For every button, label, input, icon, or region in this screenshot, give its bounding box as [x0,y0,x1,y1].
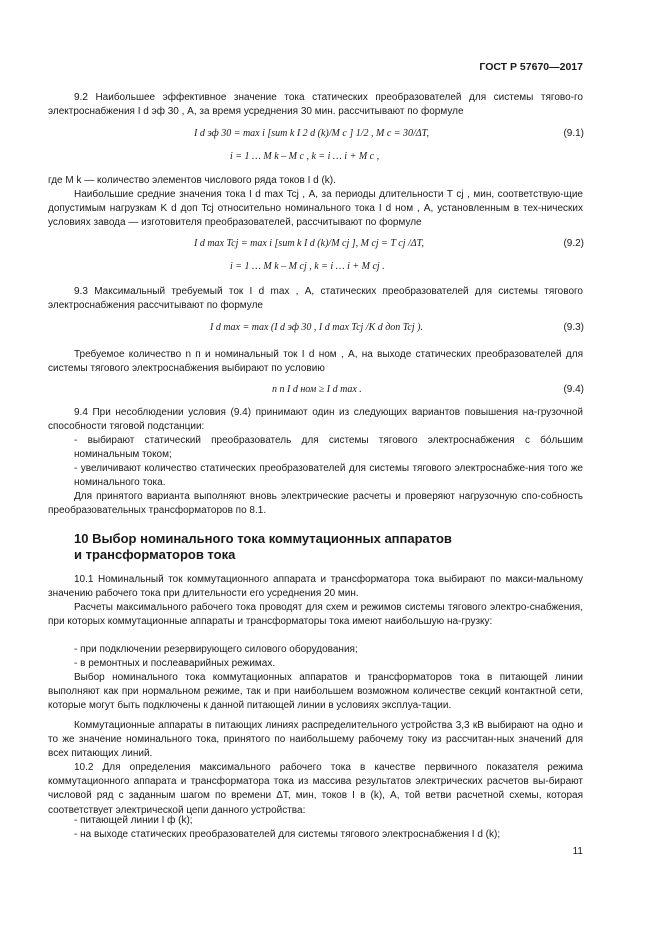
formula-9-1-line1: I d эф 30 = max i [sum k I 2 d (k)/M c ] 1/2 , M c = 30/ΔT, [194,128,429,139]
paragraph-9-4: 9.4 При несоблюдении условия (9.4) принимают один из следующих вариантов повышения на-грузочной способности тяговой подстанции: [48,407,583,433]
paragraph-variant: Для принятого варианта выполняют вновь электрические расчеты и проверяют нагрузочную спо-собность преобразовательных трансформаторов по 8.1. [48,491,583,517]
list-item: - питающей линии I ф (k); [74,815,193,826]
list-item: - выбирают статический преобразователь для системы тягового электроснабжения с бо́льшим номинальным током; [74,435,583,461]
list-item: - при подключении резервирующего силового оборудования; [74,644,358,655]
page-number: 11 [572,846,583,857]
paragraph-9-3: 9.3 Максимальный требуемый ток I d max , А, статических преобразователей для системы тягового электроснабжения рассчитывают по формуле [48,286,583,312]
paragraph-switching: Коммутационные аппараты в питающих линиях распределительного устройства 3,3 кВ выбирают на одно и то же значение номинального тока, принятого по наибольшему рабочему току из рассчитан-ных значений для всех питающих линий. [48,720,583,760]
paragraph-where: где M k — количество элементов числового ряда токов I d (k). [48,175,336,186]
section-heading-10-cont: и трансформаторов тока [74,547,236,562]
formula-9-3: I d max = max (I d эф 30 , I d max Tcj /K d доп Tcj ). [210,322,423,333]
formula-number: (9.2) [563,238,584,249]
formula-9-2-line2: i = 1 … M k – M cj , k = i … i + M cj . [230,261,385,272]
formula-9-4: n п I d ном ≥ I d max . [272,384,362,395]
list-item: - на выходе статических преобразователей для системы тягового электроснабжения I d (k); [74,829,501,840]
list-item: - увеличивают количество статических преобразователей для системы тягового электроснабже-ния того же номинального тока. [74,463,583,489]
paragraph-10-2: 10.2 Для определения максимального рабочего тока в качестве первичного показателя режима коммутационного аппарата и трансформатора тока из массива результатов электрических расчетов вы-бирают числовой ряд с заданным шагом по времени ΔT, мин, токов I в (k), А, той ветви расчетной схемы, которая соответствует электрической цепи данного устройства: [48,762,583,816]
formula-9-2-line1: I d max Tcj = max i [sum k I d (k)/M cj ], M cj = T cj /ΔT, [194,238,424,249]
paragraph-required-count: Требуемое количество n п и номинальный ток I d ном , А, на выходе статических преобразователей для системы тягового электроснабжения выбирают по условию [48,349,583,375]
paragraph-9-2: 9.2 Наибольшее эффективное значение тока статических преобразователей для системы тягово-го электроснабжения I d эф 30 , А, за время усреднения 30 мин. рассчитывают по формуле [48,92,583,118]
paragraph-selection: Выбор номинального тока коммутационных аппаратов и трансформаторов тока в питающей линии выполняют как при нормальном режиме, так и при наибольшем возможном количестве секций контактной сети, которые могут быть подключены к данной питающей линии в условиях эксплуа-тации. [48,672,583,712]
formula-9-1-line2: i = 1 … M k – M c , k = i … i + M c , [230,151,380,162]
formula-number: (9.1) [563,128,584,139]
paragraph-10-1: 10.1 Номинальный ток коммутационного аппарата и трансформатора тока выбирают по макси-мальному значению рабочего тока при длительности его усреднения 20 мин. [48,574,583,600]
list-item: - в ремонтных и послеаварийных режимах. [74,658,276,669]
section-heading-10: 10 Выбор номинального тока коммутационных аппаратов [74,531,452,546]
paragraph-mean-currents: Наибольшие средние значения тока I d max Tcj , А, за периоды длительности T cj , мин, соответствую-щие допустимым нагрузкам K d доп Tcj относительно номинального тока I d ном , А, установленным в тех-нических условиях завода — изготовителя преобразователей, рассчитывают по формуле [48,189,583,229]
formula-number: (9.3) [563,322,584,333]
paragraph-calc: Расчеты максимального рабочего тока проводят для схем и режимов системы тягового электро-снабжения, при которых коммутационные аппараты и трансформаторы тока имеют наибольшую на-грузку: [48,602,583,628]
formula-number: (9.4) [563,384,584,395]
doc-header: ГОСТ Р 57670—2017 [479,61,583,73]
